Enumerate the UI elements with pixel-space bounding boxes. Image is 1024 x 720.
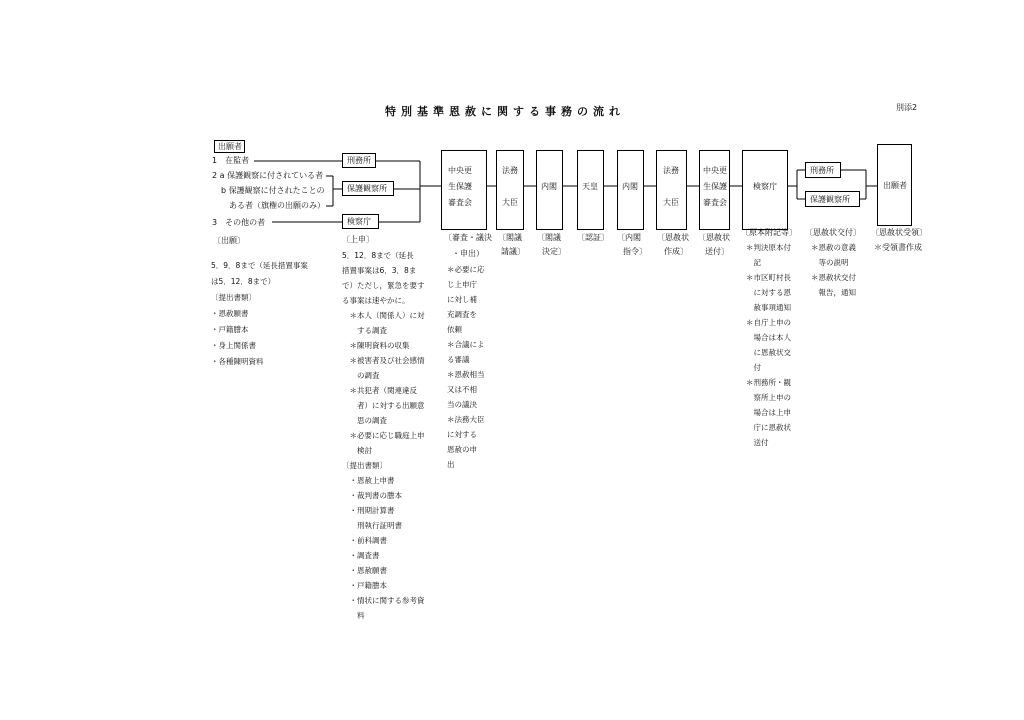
applicant-item-probation-past: b 保護観察に付されたことの: [221, 186, 325, 195]
council-note: ＊合議によ: [447, 340, 485, 349]
minister-line: 法務: [502, 166, 518, 175]
council-note: 充調査を: [447, 310, 477, 319]
prosecutor2-note: 記: [746, 258, 761, 267]
council-line: 中央更: [448, 166, 472, 175]
prosecutor2-note: ＊刑務所・観: [746, 378, 791, 387]
council-line: 生保護: [448, 182, 472, 191]
prosecutor2-caption: 〔原本附記等〕: [741, 228, 797, 237]
cabinet-box: [536, 150, 563, 230]
council-note: 又は不相: [447, 385, 477, 394]
prosecutor2-note: 察所上申の: [746, 393, 791, 402]
delivery-notes: [811, 240, 856, 300]
delivery-note: ＊恩赦状交付: [811, 273, 856, 282]
figure-label: 別添2: [896, 103, 918, 112]
council2-caption: 送付〕: [705, 247, 729, 256]
offices-note: 措置事案は6．3．8ま: [342, 266, 417, 275]
prison2-label: 刑務所: [810, 166, 834, 175]
council-note: る審議: [447, 355, 470, 364]
prosecutor-label: 検察庁: [347, 217, 371, 226]
council-caption: ・申出）: [452, 249, 484, 258]
applicant-item-inmate: 1 在監者: [212, 156, 250, 165]
cabinet-caption: 〔閣議: [537, 233, 561, 242]
prison2-box: [805, 162, 841, 178]
applicant-box: [214, 140, 245, 153]
cabinet2-caption: 〔内閣: [617, 233, 641, 242]
applicant-item-probation-current: 2 a 保護観察に付されている者: [212, 171, 324, 180]
offices-note: する調査: [342, 326, 387, 335]
prosecutor2-note: 送付: [746, 438, 769, 447]
council-note: じ上申庁: [447, 280, 477, 289]
probation-office-box: [342, 181, 394, 196]
offices-note: ＊陳明資料の収集: [342, 341, 410, 350]
council-note: に対し補: [447, 295, 477, 304]
offices-note: ・調査書: [342, 551, 380, 560]
document-title: 特別基準恩赦に関する事務の流れ: [385, 105, 625, 118]
prosecutor2-note: に恩赦状交: [746, 348, 791, 357]
cabinet2-box: [617, 150, 644, 230]
offices-note: ・情状に関する参考資: [342, 596, 425, 605]
offices-note: ＊必要に応じ職庭上申: [342, 431, 425, 440]
emperor-line: 天皇: [582, 182, 598, 191]
final-note: ＊受領書作成: [874, 243, 922, 252]
offices-note: ・前科調書: [342, 536, 387, 545]
offices-note: 5．12．8まで（延長: [342, 251, 414, 260]
council2-line: 中央更: [703, 166, 727, 175]
offices-note: る事案は速やかに。: [342, 296, 410, 305]
prosecutor2-note: 場合は上申: [746, 408, 791, 417]
applicant-box-label: 出願者: [218, 142, 242, 151]
applicant-notes-header: 〔出願〕: [213, 236, 245, 245]
applicant-note: ・戸籍謄本: [211, 325, 249, 334]
offices-note: の調査: [342, 371, 380, 380]
council-note: 当の議決: [447, 400, 477, 409]
offices-note: ＊本人（関係人）に対: [342, 311, 425, 320]
prosecutor2-note: ＊市区町村長: [746, 273, 791, 282]
applicant-item-probation-past-cont: ある者（旗権の出願のみ）: [229, 201, 325, 210]
final-applicant-box: [877, 144, 912, 226]
applicant-note: ・身上関係書: [211, 341, 256, 350]
council2-box: [699, 150, 730, 230]
council-box: [441, 150, 487, 230]
council-note: ＊必要に応: [447, 265, 485, 274]
council-note: ＊法務大臣: [447, 415, 485, 424]
prosecutor2-note: ＊判決原本付: [746, 243, 791, 252]
cabinet2-caption: 指令〕: [623, 247, 647, 256]
offices-note: ＊共犯者（関連違反: [342, 386, 417, 395]
delivery-note: ＊恩赦の意義: [811, 243, 856, 252]
prosecutor2-note: ＊自庁上申の: [746, 318, 791, 327]
cabinet-caption: 決定〕: [542, 247, 566, 256]
prosecutor2-note: 付: [746, 363, 761, 372]
delivery-note: 等の説明: [811, 258, 849, 267]
applicant-notes: [211, 258, 308, 370]
minister2-box: [656, 150, 687, 230]
applicant-note: ・恩赦願書: [211, 309, 249, 318]
offices-caption: 〔上申〕: [342, 235, 374, 244]
minister-box: [496, 150, 524, 230]
minister2-caption: 作成〕: [664, 247, 688, 256]
probation2-box: [805, 191, 860, 207]
offices-note: 料: [342, 611, 365, 620]
prosecutor2-note: に対する恩: [746, 288, 791, 297]
offices-note: 者）に対する出願意: [342, 401, 425, 410]
offices-note: 〔提出書類〕: [342, 461, 387, 470]
prison-box: [342, 153, 376, 168]
applicant-note: 5．9．8まで（延長措置事案: [211, 261, 308, 270]
probation2-label: 保護観察所: [810, 195, 850, 204]
emperor-caption: 〔認証〕: [577, 233, 609, 242]
prosecutor2-line: 検察庁: [753, 182, 777, 191]
council-note: 恩赦の申: [447, 445, 477, 454]
offices-note: ・裁判書の謄本: [342, 491, 402, 500]
offices-note: ・恩赦願書: [342, 566, 387, 575]
prosecutor-box: [342, 214, 379, 229]
council2-line: 審査会: [703, 198, 727, 207]
prosecutor2-note: 庁に恩赦状: [746, 423, 791, 432]
offices-note: ・戸籍謄本: [342, 581, 387, 590]
offices-note: 刑執行証明書: [342, 521, 402, 530]
delivery-note: 報告，通知: [811, 288, 856, 297]
emperor-box: [577, 150, 604, 230]
council-note: ＊恩赦相当: [447, 370, 485, 379]
council-note: 依頼: [447, 325, 462, 334]
minister-caption: 請議〕: [501, 247, 525, 256]
council2-line: 生保護: [703, 182, 727, 191]
minister-line: 大臣: [502, 198, 518, 207]
offices-note: で）ただし，緊急を要す: [342, 281, 425, 290]
council-notes: [447, 262, 485, 472]
council-line: 審査会: [448, 198, 472, 207]
delivery-caption: 〔恩赦状交付〕: [805, 228, 861, 237]
council-caption: 〔審査・議決: [444, 233, 492, 242]
final-applicant-label: 出願者: [883, 181, 907, 190]
applicant-note: 〔提出書類〕: [211, 293, 256, 302]
prosecutor2-note: 赦事項通知: [746, 303, 791, 312]
minister2-caption: 〔恩赦状: [657, 233, 689, 242]
minister-caption: 〔閣議: [498, 233, 522, 242]
offices-note: ・恩赦上申書: [342, 476, 395, 485]
offices-note: 思の調査: [342, 416, 387, 425]
cabinet-line: 内閣: [541, 182, 557, 191]
prosecutor2-box: [742, 150, 788, 230]
final-caption: 〔恩赦状受領〕: [871, 228, 927, 237]
applicant-note: ・各種陳明資料: [211, 357, 264, 366]
council-note: に対する: [447, 430, 477, 439]
applicant-note: は5．12．8まで）: [211, 277, 276, 286]
minister2-line: 大臣: [663, 198, 679, 207]
probation-office-label: 保護観察所: [347, 184, 387, 193]
applicant-item-others: 3 その他の者: [212, 218, 266, 227]
offices-note: ＊被害者及び社会感情: [342, 356, 425, 365]
offices-note: 検討: [342, 446, 372, 455]
offices-note: ・刑期計算書: [342, 506, 395, 515]
council-note: 出: [447, 460, 455, 469]
council2-caption: 〔恩赦状: [698, 233, 730, 242]
minister2-line: 法務: [663, 166, 679, 175]
prosecutor2-notes: [746, 240, 791, 450]
offices-notes: [342, 248, 425, 623]
cabinet2-line: 内閣: [622, 182, 638, 191]
prison-label: 刑務所: [347, 156, 371, 165]
prosecutor2-note: 場合は本人: [746, 333, 791, 342]
